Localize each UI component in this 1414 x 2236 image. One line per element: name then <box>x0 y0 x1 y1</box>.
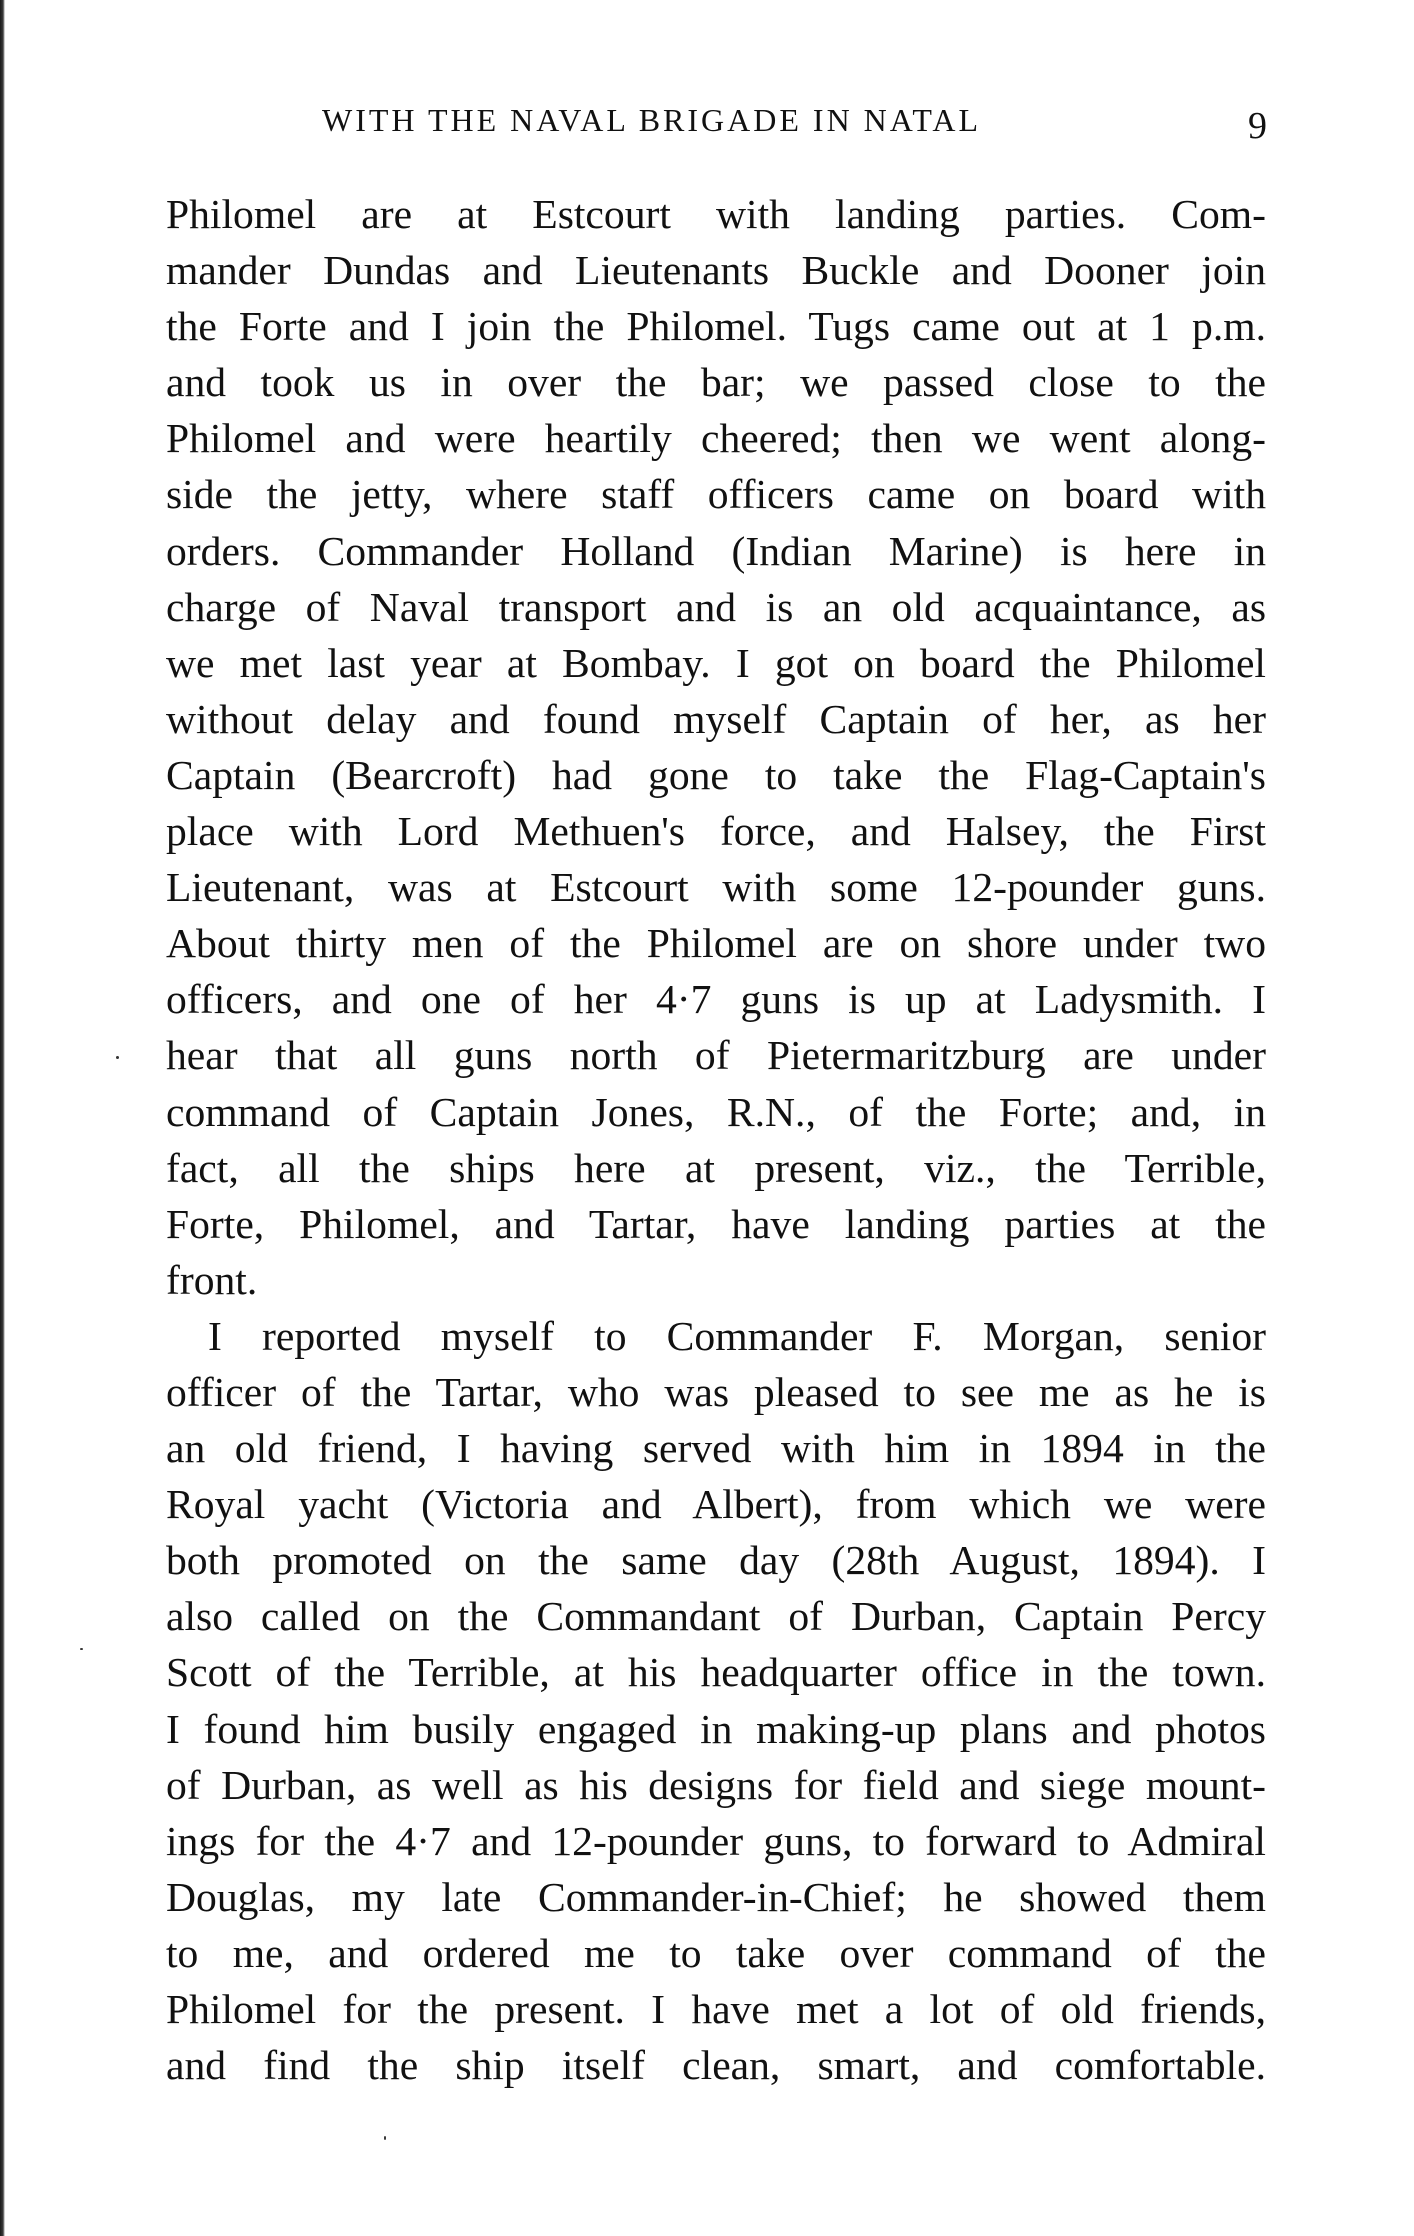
scan-speck <box>384 2136 386 2140</box>
text-line: without delay and found myself Captain of her, as her <box>166 695 1266 742</box>
text-line: Douglas, my late Commander-in-Chief; he showed them <box>166 1873 1266 1920</box>
text-line: About thirty men of the Philomel are on shore under two <box>166 920 1266 967</box>
body-text <box>166 186 1266 2093</box>
page-number: 9 <box>1248 105 1267 147</box>
text-line: also called on the Commandant of Durban, Captain Percy <box>166 1593 1266 1640</box>
scan-speck <box>116 1056 119 1059</box>
text-line: Philomel are at Estcourt with landing parties. Com- <box>166 191 1266 237</box>
text-line: Philomel and were heartily cheered; then we went along- <box>166 415 1266 462</box>
text-line: Philomel for the present. I have met a lot of old friends, <box>166 1986 1266 2032</box>
text-line: Captain (Bearcroft) had gone to take the Flag-Captain's <box>166 751 1266 798</box>
text-line: we met last year at Bombay. I got on board the Philomel <box>166 639 1266 686</box>
text-line: place with Lord Methuen's force, and Halsey, the First <box>166 808 1266 855</box>
scan-speck <box>80 1648 83 1650</box>
text-line: Scott of the Terrible, at his headquarter office in the town. <box>166 1649 1266 1696</box>
text-line: command of Captain Jones, R.N., of the Forte; and, in <box>166 1088 1266 1135</box>
text-line: orders. Commander Holland (Indian Marine) is here in <box>166 527 1266 574</box>
text-line: and took us in over the bar; we passed close to the <box>166 359 1266 406</box>
text-line: charge of Naval transport and is an old acquaintance, as <box>166 583 1266 630</box>
text-line: side the jetty, where staff officers came on board with <box>166 471 1266 518</box>
text-line: fact, all the ships here at present, viz., the Terrible, <box>166 1144 1266 1191</box>
text-line: both promoted on the same day (28th August, 1894). I <box>166 1537 1266 1584</box>
text-line: ings for the 4·7 and 12-pounder guns, to forward to Admiral <box>166 1817 1266 1864</box>
text-line: officer of the Tartar, who was pleased to see me as he is <box>166 1368 1266 1415</box>
text-line: of Durban, as well as his designs for field and siege mount- <box>166 1761 1266 1808</box>
text-line: officers, and one of her 4·7 guns is up at Ladysmith. I <box>166 976 1266 1023</box>
text-line: mander Dundas and Lieutenants Buckle and Dooner join <box>166 247 1266 294</box>
text-line-paragraph-start: I reported myself to Commander F. Morgan, senior <box>208 1312 1266 1359</box>
running-head: WITH THE NAVAL BRIGADE IN NATAL <box>322 102 981 138</box>
text-line: an old friend, I having served with him in 1894 in the <box>166 1425 1266 1472</box>
text-line: and find the ship itself clean, smart, and comfortable. <box>166 2042 1266 2089</box>
text-line: I found him busily engaged in making-up plans and photos <box>166 1705 1266 1752</box>
text-line: Lieutenant, was at Estcourt with some 12-pounder guns. <box>166 864 1266 911</box>
text-line: to me, and ordered me to take over command of the <box>166 1929 1266 1976</box>
text-line: the Forte and I join the Philomel. Tugs came out at 1 p.m. <box>166 303 1266 350</box>
text-line: Royal yacht (Victoria and Albert), from which we were <box>166 1481 1266 1528</box>
text-line-paragraph-end: front. <box>166 1256 258 1303</box>
text-line: Forte, Philomel, and Tartar, have landing parties at the <box>166 1200 1266 1247</box>
text-line: hear that all guns north of Pietermaritzburg are under <box>166 1032 1266 1079</box>
page-binding-edge <box>0 0 5 2236</box>
